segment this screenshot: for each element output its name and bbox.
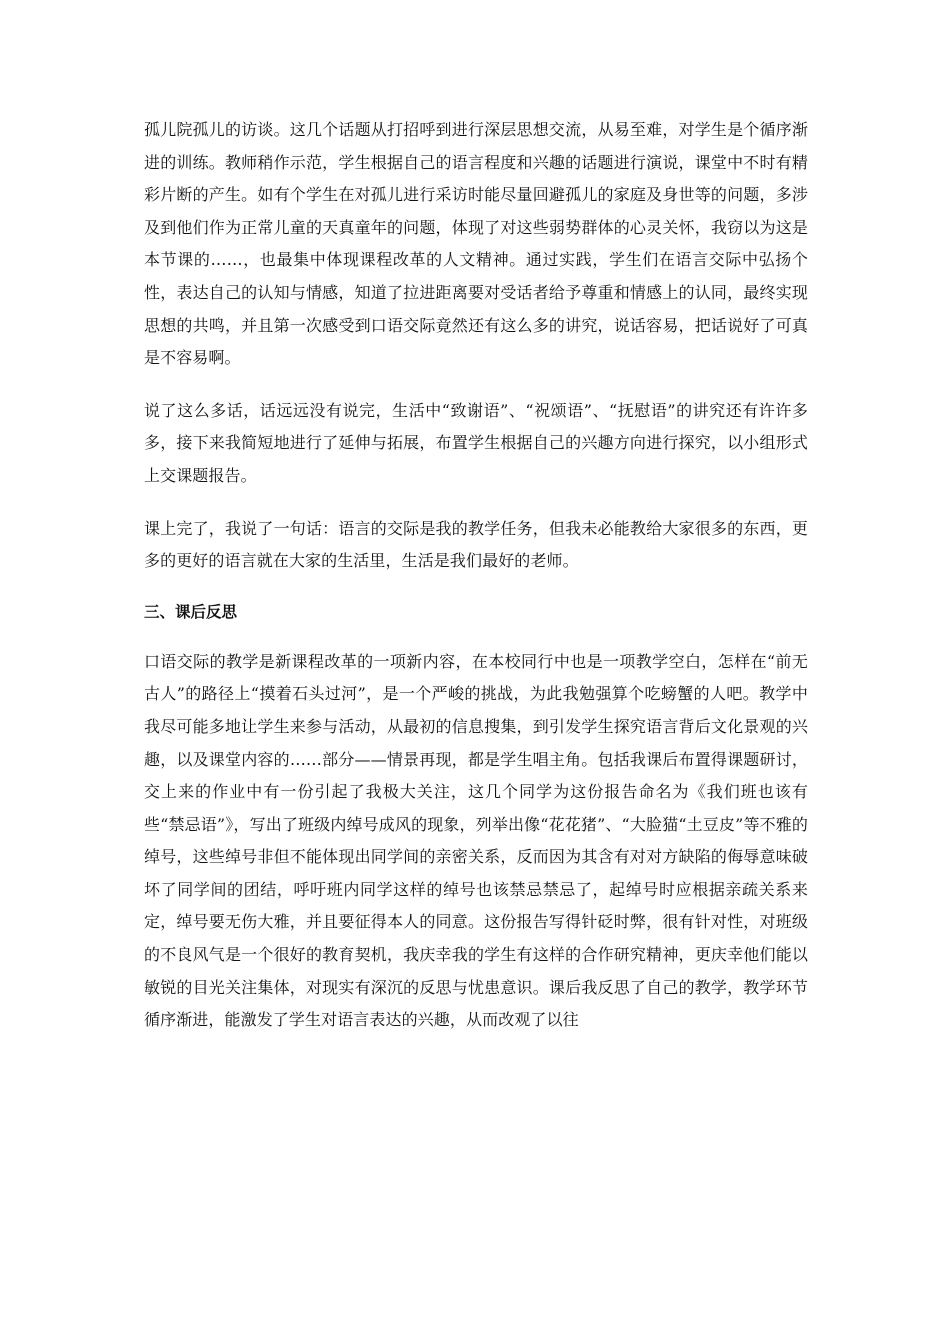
paragraph-extension: 说了这么多话，话远远没有说完，生活中“致谢语”、“祝颂语”、“抚慰语”的讲究还有许许多多，接下来我简短地进行了延伸与拓展，布置学生根据自己的兴趣方向进行探究，以小组形式上交课题报告。 <box>144 400 808 485</box>
paragraph-interview: 孤儿院孤儿的访谈。这几个话题从打招呼到进行深层思想交流，从易至难，对学生是个循序渐进的训练。教师稍作示范，学生根据自己的语言程度和兴趣的话题进行演说，课堂中不时有精彩片断的产生。如有个学生在对孤儿进行采访时能尽量回避孤儿的家庭及身世等的问题，多涉及到他们作为正常儿童的天真童年的问题，体现了对这些弱势群体的心灵关怀，我窃以为这是本节课的……，也最集中体现课程改革的人文精神。通过实践，学生们在语言交际中弘扬个性，表达自己的认知与情感，知道了拉进距离要对受话者给予尊重和情感上的认同，最终实现思想的共鸣，并且第一次感受到口语交际竟然还有这么多的讲究，说话容易，把话说好了可真是不容易啊。 <box>144 120 808 368</box>
document-body <box>144 114 808 1037</box>
section-heading-reflection: 三、课后反思 <box>144 602 238 621</box>
paragraph-closing-remark: 课上完了，我说了一句话：语言的交际是我的教学任务，但我未必能教给大家很多的东西，更多的更好的语言就在大家的生活里，生活是我们最好的老师。 <box>144 518 808 571</box>
paragraph-reflection: 口语交际的教学是新课程改革的一项新内容，在本校同行中也是一项教学空白，怎样在“前无古人”的路径上“摸着石头过河”，是一个严峻的挑战，为此我勉强算个吃螃蟹的人吧。教学中我尽可能多地让学生来参与活动，从最初的信息搜集，到引发学生探究语言背后文化景观的兴趣，以及课堂内容的……部分——情景再现，都是学生唱主角。包括我课后布置得课题研讨，交上来的作业中有一份引起了我极大关注，这几个同学为这份报告命名为《我们班也该有些“禁忌语”》，写出了班级内绰号成风的现象，列举出像“花花猪”、“大脸猫“土豆皮”等不雅的绰号，这些绰号非但不能体现出同学间的亲密关系，反而因为其含有对对方缺陷的侮辱意味破坏了同学间的团结，呼吁班内同学这样的绰号也该禁忌禁忌了，起绰号时应根据亲疏关系来定，绰号要无伤大雅，并且要征得本人的同意。这份报告写得针砭时弊，很有针对性，对班级的不良风气是一个很好的教育契机，我庆幸我的学生有这样的合作研究精神，更庆幸他们能以敏锐的目光关注集体，对现实有深沉的反思与忧患意识。课后我反思了自己的教学，教学环节循序渐进，能激发了学生对语言表达的兴趣，从而改观了以往 <box>144 651 808 1030</box>
